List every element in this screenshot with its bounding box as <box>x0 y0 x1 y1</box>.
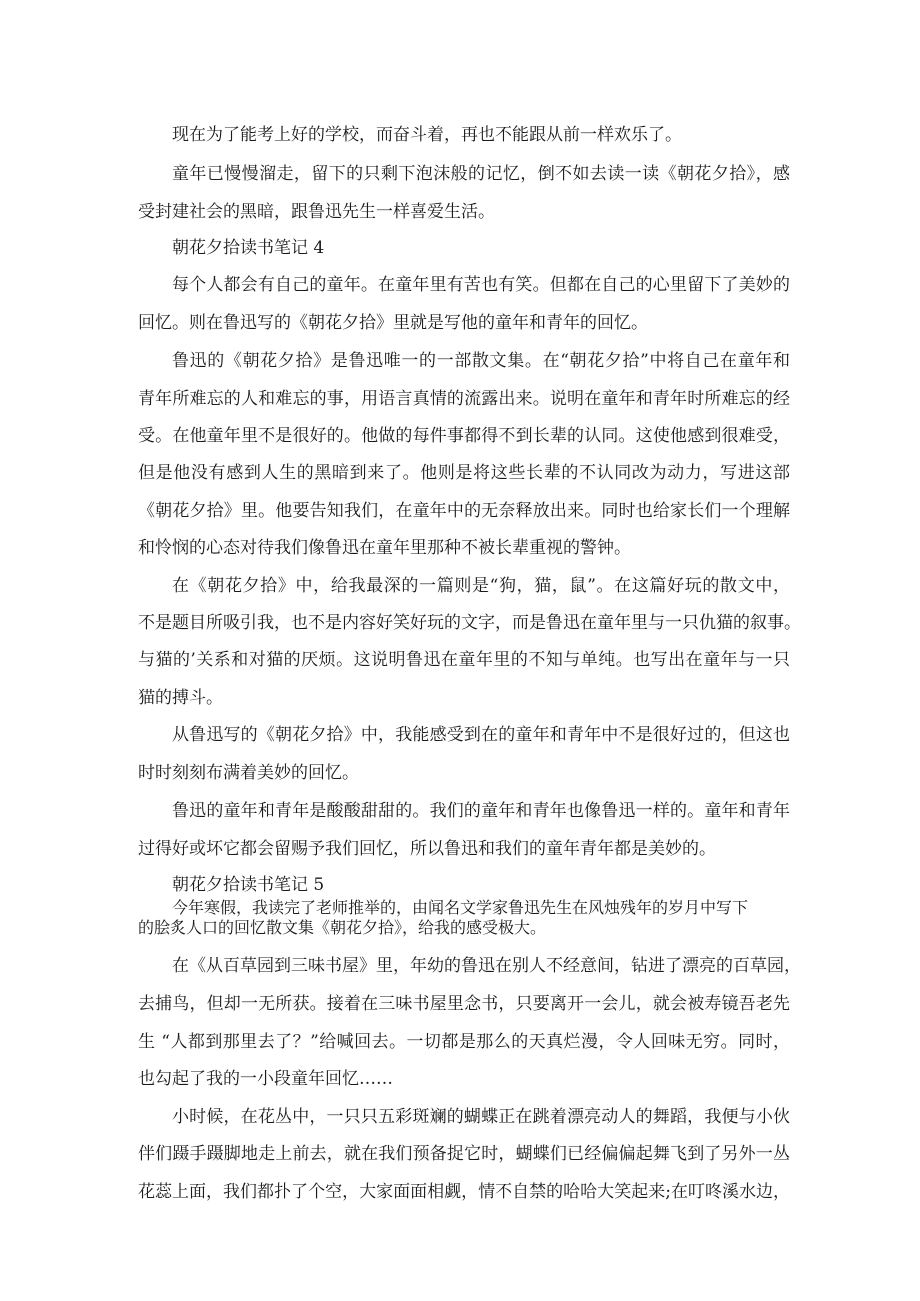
paragraph-line: 不是题目所吸引我，也不是内容好笑好玩的文字，而是鲁迅在童年里与一只仇猫的叙事。 <box>138 613 801 633</box>
paragraph-line: 时时刻刻布满着美妙的回忆。 <box>138 763 359 783</box>
paragraph-line: 青年所难忘的人和难忘的事，用语言真情的流露出来。说明在童年和青年时所难忘的经 <box>138 389 790 409</box>
paragraph-line: 从鲁迅写的《朝花夕拾》中，我能感受到在的童年和青年中不是很好过的，但这也 <box>172 725 790 745</box>
paragraph-line: 受。在他童年里不是很好的。他做的每件事都得不到长辈的认同。这使他感到很难受， <box>138 426 790 446</box>
paragraph-line: 生 “人都到那里去了？”给喊回去。一切都是那么的天真烂漫，令人回味无穷。同时， <box>138 1032 790 1052</box>
paragraph-line: 猫的搏斗。 <box>138 688 223 708</box>
paragraph-line: 现在为了能考上好的学校，而奋斗着，再也不能跟从前一样欢乐了。 <box>172 125 682 145</box>
paragraph-line: 受封建社会的黑暗，跟鲁迅先生一样喜爱生活。 <box>138 202 495 222</box>
paragraph-line: 今年寒假，我读完了老师推举的，由闻名文学家鲁迅先生在风烛残年的岁月中写下 <box>172 898 749 917</box>
paragraph-line: 去捕鸟，但却一无所获。接着在三味书屋里念书，只要离开一会儿，就会被寿镜吾老先 <box>138 994 790 1014</box>
paragraph-line: 的脍炙人口的回忆散文集《朝花夕拾》，给我的感受极大。 <box>138 918 547 937</box>
paragraph-line: 与猫的’关系和对猫的厌烦。这说明鲁迅在童年里的不知与单纯。也写出在童年与一只 <box>138 650 790 670</box>
paragraph-line: 鲁迅的童年和青年是酸酸甜甜的。我们的童年和青年也像鲁迅一样的。童年和青年 <box>172 801 790 821</box>
paragraph-line: 《朝花夕拾》里。他要告知我们，在童年中的无奈释放出来。同时也给家长们一个理解 <box>138 501 790 521</box>
paragraph-line: 过得好或坏它都会留赐予我们回忆，所以鲁迅和我们的童年青年都是美妙的。 <box>138 839 716 859</box>
paragraph-line: 在《从百草园到三味书屋》里，年幼的鲁迅在别人不经意间，钻进了漂亮的百草园， <box>172 956 801 976</box>
paragraph-line: 但是他没有感到人生的黑暗到来了。他则是将这些长辈的不认同改为动力，写进这部 <box>138 463 790 483</box>
paragraph-line: 童年已慢慢溜走，留下的只剩下泡沫般的记忆，倒不如去读一读《朝花夕拾》，感 <box>172 164 790 184</box>
paragraph-line: 小时候，在花丛中，一只只五彩斑斓的蝴蝶正在跳着漂亮动人的舞蹈，我便与小伙 <box>172 1107 790 1127</box>
paragraph-line: 回忆。则在鲁迅写的《朝花夕拾》里就是写他的童年和青年的回忆。 <box>138 313 648 333</box>
paragraph-line: 也勾起了我的一小段童年回忆…… <box>138 1069 393 1089</box>
section-heading: 朝花夕拾读书笔记 4 <box>172 238 325 258</box>
section-heading: 朝花夕拾读书笔记 5 <box>172 875 325 895</box>
paragraph-line: 花蕊上面，我们都扑了个空，大家面面相觑，情不自禁的哈哈大笑起来;在叮咚溪水边， <box>138 1182 790 1202</box>
paragraph-line: 在《朝花夕拾》中，给我最深的一篇则是“狗，猫，鼠”。在这篇好玩的散文中， <box>172 576 790 596</box>
paragraph-line: 每个人都会有自己的童年。在童年里有苦也有笑。但都在自己的心里留下了美妙的 <box>172 275 790 295</box>
paragraph-line: 伴们蹑手蹑脚地走上前去，就在我们预备捉它时，蝴蝶们已经偏偏起舞飞到了另外一丛 <box>138 1144 790 1164</box>
paragraph-line: 和怜悯的心态对待我们像鲁迅在童年里那种不被长辈重视的警钟。 <box>138 538 631 558</box>
paragraph-line: 鲁迅的《朝花夕拾》是鲁迅唯一的一部散文集。在“朝花夕拾”中将自己在童年和 <box>172 351 790 371</box>
